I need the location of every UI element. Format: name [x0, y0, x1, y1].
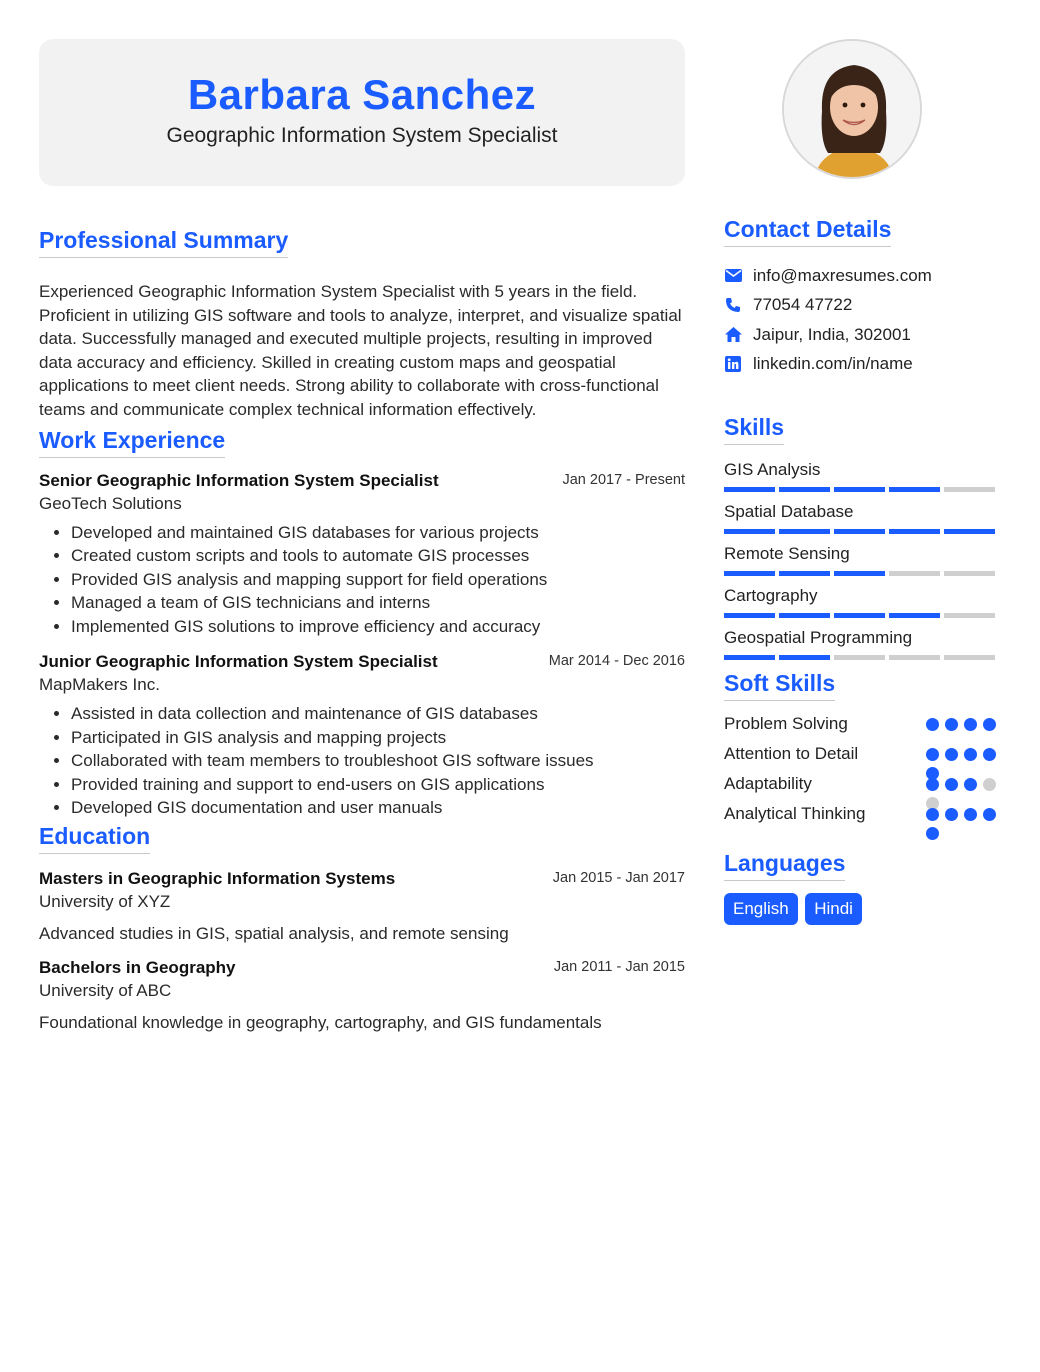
- skill-level-segment: [944, 613, 995, 618]
- education-section: [39, 822, 685, 1034]
- skill-name: Cartography: [724, 586, 818, 605]
- rating-dot: [926, 808, 939, 821]
- skill-item: [724, 543, 1002, 576]
- contact-phone[interactable]: [724, 291, 1002, 321]
- skill-level-segment: [779, 655, 830, 660]
- main-column: [39, 39, 685, 1034]
- education-description: Foundational knowledge in geography, cartography, and GIS fundamentals: [39, 1012, 602, 1032]
- education-dates: Jan 2015 - Jan 2017: [552, 869, 685, 886]
- skill-level-segment: [889, 529, 940, 534]
- header-box: [39, 39, 685, 186]
- skill-level-segment: [779, 529, 830, 534]
- skill-level-segment: [889, 487, 940, 492]
- soft-skill-item: [724, 803, 1002, 833]
- contact-section: [724, 215, 1002, 379]
- job-dates: Jan 2017 - Present: [562, 471, 685, 488]
- job-bullet: • Developed GIS documentation and user manuals: [71, 796, 685, 820]
- languages-section: [724, 849, 1002, 925]
- job-title: Junior Geographic Information System Specialist: [39, 652, 438, 672]
- job-company: MapMakers Inc.: [39, 675, 160, 695]
- job-bullet: • Implemented GIS solutions to improve efficiency and accuracy: [71, 615, 685, 639]
- skill-level-bar: [724, 655, 1002, 660]
- rating-dot: [926, 778, 939, 791]
- linkedin-icon: [724, 355, 742, 373]
- job-entry: [39, 651, 685, 820]
- soft-skill-item: [724, 713, 1002, 743]
- skill-level-segment: [724, 487, 775, 492]
- skill-level-bar: [724, 613, 1002, 618]
- skill-item: [724, 459, 1002, 492]
- skill-level-segment: [724, 655, 775, 660]
- skill-level-segment: [944, 571, 995, 576]
- soft-skills-section: [724, 669, 1002, 833]
- job-bullet: • Assisted in data collection and maintenance of GIS databases: [71, 702, 685, 726]
- soft-skill-name: Analytical Thinking: [724, 804, 866, 823]
- rating-dot: [945, 778, 958, 791]
- candidate-name: Barbara Sanchez: [187, 71, 537, 118]
- candidate-title: Geographic Information System Specialist: [166, 124, 558, 147]
- skill-level-segment: [779, 613, 830, 618]
- rating-dot: [964, 778, 977, 791]
- soft-skill-item: [724, 773, 1002, 803]
- school-name: University of XYZ: [39, 891, 171, 911]
- contact-heading: Contact Details: [724, 215, 891, 247]
- rating-dot: [983, 808, 996, 821]
- rating-dot: [983, 748, 996, 761]
- skill-level-segment: [724, 529, 775, 534]
- soft-skill-name: Adaptability: [724, 774, 812, 793]
- skill-name: Remote Sensing: [724, 544, 850, 563]
- soft-skill-name: Attention to Detail: [724, 744, 859, 763]
- rating-dot: [964, 808, 977, 821]
- rating-dot: [945, 808, 958, 821]
- job-bullet: • Provided training and support to end-users on GIS applications: [71, 773, 685, 797]
- language-badge: English: [724, 893, 798, 925]
- skill-level-segment: [944, 655, 995, 660]
- soft-skill-name: Problem Solving: [724, 714, 848, 733]
- job-title: Senior Geographic Information System Specialist: [39, 470, 439, 490]
- skill-level-segment: [834, 487, 885, 492]
- skill-level-segment: [834, 529, 885, 534]
- job-entry: [39, 470, 685, 639]
- skill-item: [724, 585, 1002, 618]
- degree-title: Masters in Geographic Information Systems: [39, 868, 396, 888]
- job-bullet: • Created custom scripts and tools to automate GIS processes: [71, 544, 685, 568]
- job-bullet: • Participated in GIS analysis and mapping projects: [71, 726, 685, 750]
- skill-level-segment: [834, 655, 885, 660]
- envelope-icon: [724, 267, 742, 285]
- languages-heading: Languages: [724, 849, 845, 881]
- degree-title: Bachelors in Geography: [39, 957, 236, 977]
- rating-dot: [964, 748, 977, 761]
- contact-address-text: Jaipur, India, 302001: [753, 324, 911, 344]
- home-icon: [724, 326, 742, 344]
- skill-level-segment: [724, 571, 775, 576]
- soft-skills-heading: Soft Skills: [724, 669, 835, 701]
- phone-icon: [724, 296, 742, 314]
- skills-section: [724, 413, 1002, 660]
- languages-list: [724, 893, 1002, 925]
- job-bullets: [39, 702, 685, 820]
- skill-level-segment: [724, 613, 775, 618]
- rating-dot: [945, 748, 958, 761]
- education-heading: Education: [39, 822, 150, 854]
- contact-email[interactable]: [724, 261, 1002, 291]
- skill-item: [724, 501, 1002, 534]
- job-bullet: • Managed a team of GIS technicians and interns: [71, 591, 685, 615]
- profile-photo: [782, 39, 922, 179]
- skill-level-segment: [889, 571, 940, 576]
- skill-name: Spatial Database: [724, 502, 854, 521]
- rating-dot: [964, 718, 977, 731]
- summary-section: [39, 226, 685, 422]
- rating-dot: [983, 778, 996, 791]
- skill-level-segment: [779, 487, 830, 492]
- contact-email-text: info@maxresumes.com: [753, 265, 932, 285]
- contact-linkedin-text: linkedin.com/in/name: [753, 354, 913, 374]
- profile-photo-illustration: [784, 41, 922, 179]
- school-name: University of ABC: [39, 980, 172, 1000]
- education-entry: [39, 957, 685, 1034]
- rating-dot: [945, 718, 958, 731]
- contact-linkedin[interactable]: [724, 350, 1002, 380]
- skill-level-segment: [834, 571, 885, 576]
- sidebar-column: [724, 39, 1002, 925]
- experience-section: [39, 426, 685, 820]
- language-badge: Hindi: [805, 893, 862, 925]
- soft-skill-item: [724, 743, 1002, 773]
- contact-phone-text: 77054 47722: [753, 295, 853, 315]
- skill-item: [724, 627, 1002, 660]
- education-dates: Jan 2011 - Jan 2015: [553, 958, 685, 975]
- rating-dot: [926, 718, 939, 731]
- education-description: Advanced studies in GIS, spatial analysis, and remote sensing: [39, 923, 509, 943]
- job-bullet: • Provided GIS analysis and mapping support for field operations: [71, 568, 685, 592]
- job-dates: Mar 2014 - Dec 2016: [548, 653, 685, 670]
- job-bullet: • Developed and maintained GIS databases for various projects: [71, 521, 685, 545]
- rating-dot: [926, 748, 939, 761]
- soft-skill-rating: [926, 803, 1002, 840]
- rating-dot: [926, 827, 939, 840]
- skill-level-segment: [889, 655, 940, 660]
- skill-level-bar: [724, 487, 1002, 492]
- soft-skill-rating: [926, 713, 1002, 731]
- skill-level-segment: [779, 571, 830, 576]
- soft-skills-list: [724, 713, 1002, 833]
- skill-level-segment: [944, 487, 995, 492]
- education-entry: [39, 868, 685, 945]
- skill-level-bar: [724, 529, 1002, 534]
- job-bullets: [39, 521, 685, 639]
- skill-level-segment: [944, 529, 995, 534]
- contact-address: [724, 320, 1002, 350]
- skill-level-segment: [834, 613, 885, 618]
- skills-list: [724, 459, 1002, 660]
- skill-name: GIS Analysis: [724, 460, 821, 479]
- skill-name: Geospatial Programming: [724, 628, 913, 647]
- summary-text: Experienced Geographic Information System Specialist with 5 years in the field. Proficient in utilizing GIS software and tools to analyze, interpret, and visualize spatial data. Successfully managed and executed multiple projects, resulting in improved data accuracy and efficiency. Skilled in creating custom maps and geospatial applications to meet client needs. Strong ability to collaborate with cross-functional teams and communicate complex technical information effectively.: [39, 282, 682, 419]
- skill-level-bar: [724, 571, 1002, 576]
- skill-level-segment: [889, 613, 940, 618]
- rating-dot: [983, 718, 996, 731]
- skills-heading: Skills: [724, 413, 784, 445]
- job-company: GeoTech Solutions: [39, 493, 182, 513]
- summary-heading: Professional Summary: [39, 226, 288, 258]
- job-bullet: • Collaborated with team members to troubleshoot GIS software issues: [71, 749, 685, 773]
- experience-heading: Work Experience: [39, 426, 225, 458]
